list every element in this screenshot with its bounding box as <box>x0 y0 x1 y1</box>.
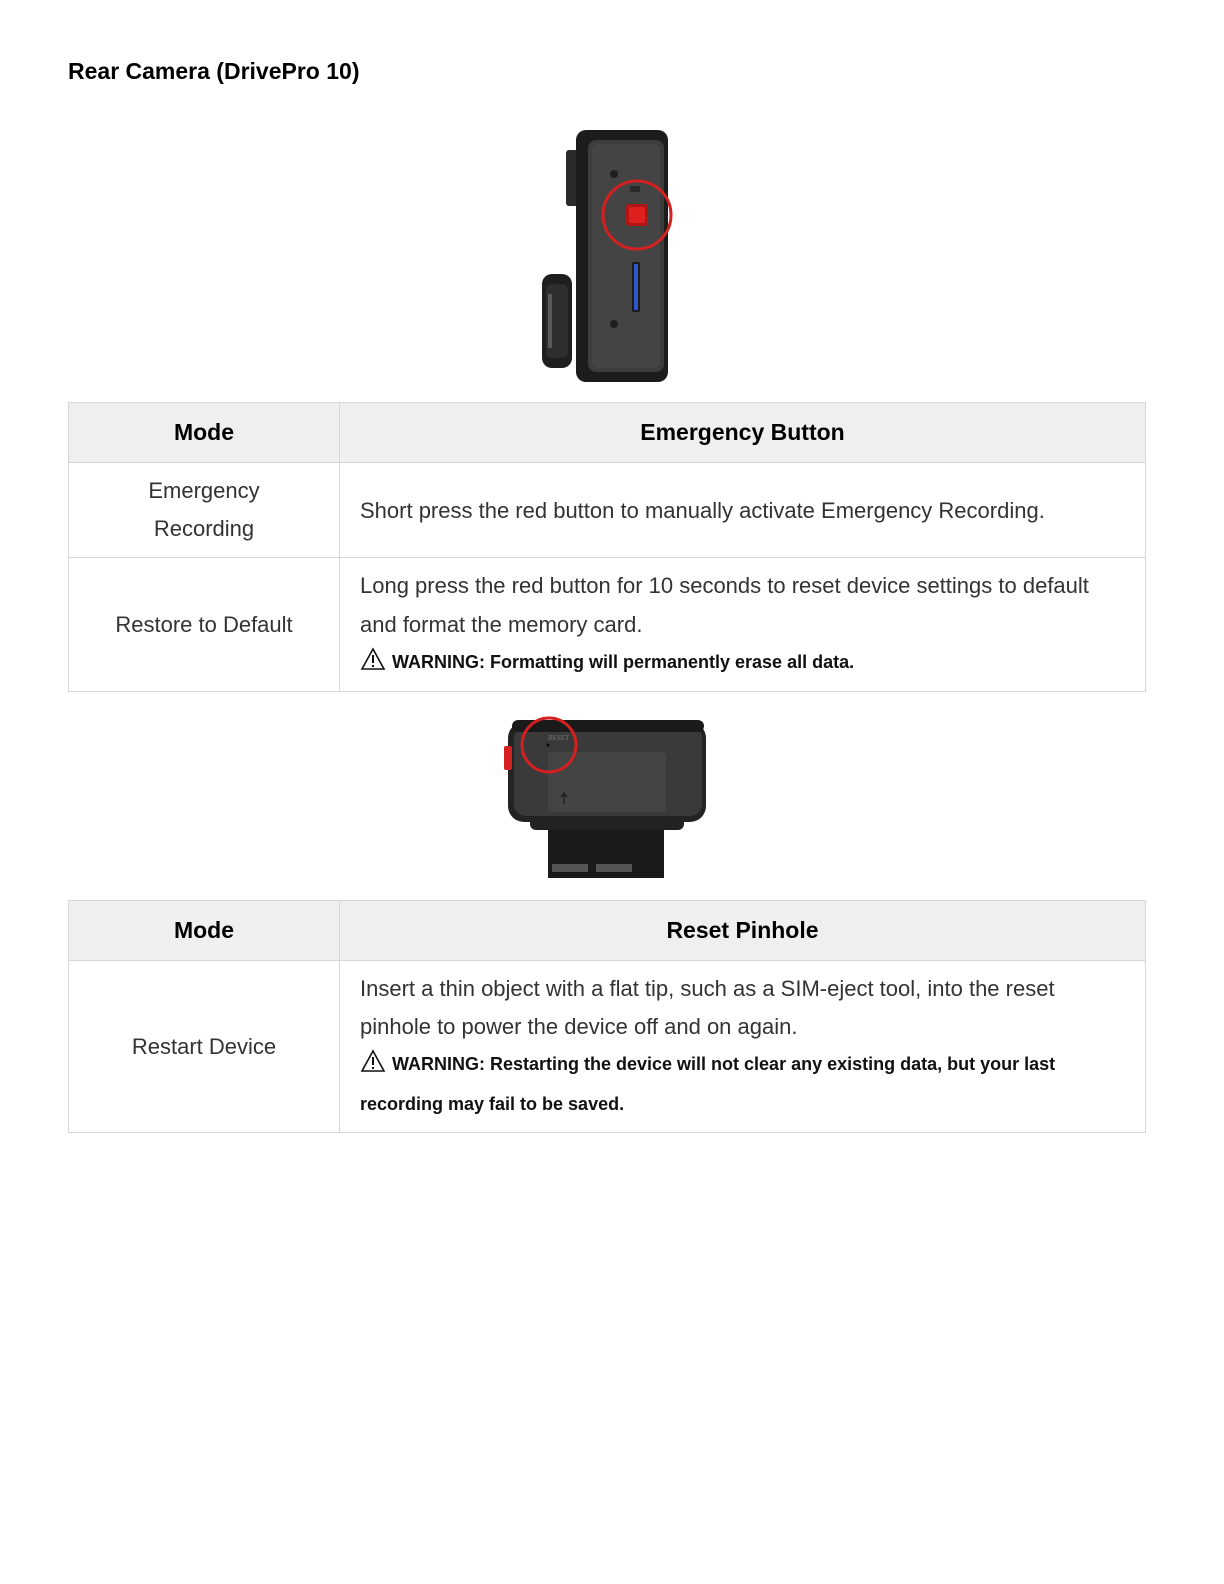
mode-cell: Restore to Default <box>69 558 340 692</box>
warning-text: WARNING: Formatting will permanently erase all data. <box>392 651 855 672</box>
warning-triangle-icon <box>360 1049 386 1086</box>
mode-label-line2: Recording <box>153 516 255 541</box>
mode-cell: Restart Device <box>69 961 340 1133</box>
function-header: Emergency Button <box>340 403 1146 463</box>
reset-engraving: RESET <box>548 734 570 742</box>
warning-text: WARNING: Restarting the device will not clear any existing data, but your last recording may fail to be saved. <box>360 1054 1056 1114</box>
warning-note <box>360 644 1125 684</box>
mode-cell <box>69 463 340 558</box>
table-row <box>69 558 1146 692</box>
warning-note <box>360 1046 1125 1123</box>
page-title: Rear Camera (DrivePro 10) <box>68 58 360 84</box>
reset-pinhole-table <box>68 900 1146 1133</box>
description-text: Long press the red button for 10 seconds to reset device settings to default and format the memory card. <box>360 572 1089 637</box>
table-row <box>69 961 1146 1133</box>
description-cell <box>340 961 1146 1133</box>
table-header-row <box>69 901 1146 961</box>
mode-header: Mode <box>69 901 340 961</box>
description-cell <box>340 558 1146 692</box>
camera-top-image <box>500 714 714 885</box>
warning-triangle-icon <box>360 647 386 684</box>
description-text: Insert a thin object with a flat tip, such as a SIM-eject tool, into the reset pinhole to power the device off and on again. <box>360 976 1055 1039</box>
description-cell: Short press the red button to manually activate Emergency Recording. <box>340 463 1146 558</box>
table-header-row <box>69 403 1146 463</box>
mode-header: Mode <box>69 403 340 463</box>
table-row <box>69 463 1146 558</box>
emergency-button-table <box>68 402 1146 692</box>
camera-side-image <box>528 124 688 391</box>
mode-label-line1: Emergency <box>148 478 260 503</box>
function-header: Reset Pinhole <box>340 901 1146 961</box>
